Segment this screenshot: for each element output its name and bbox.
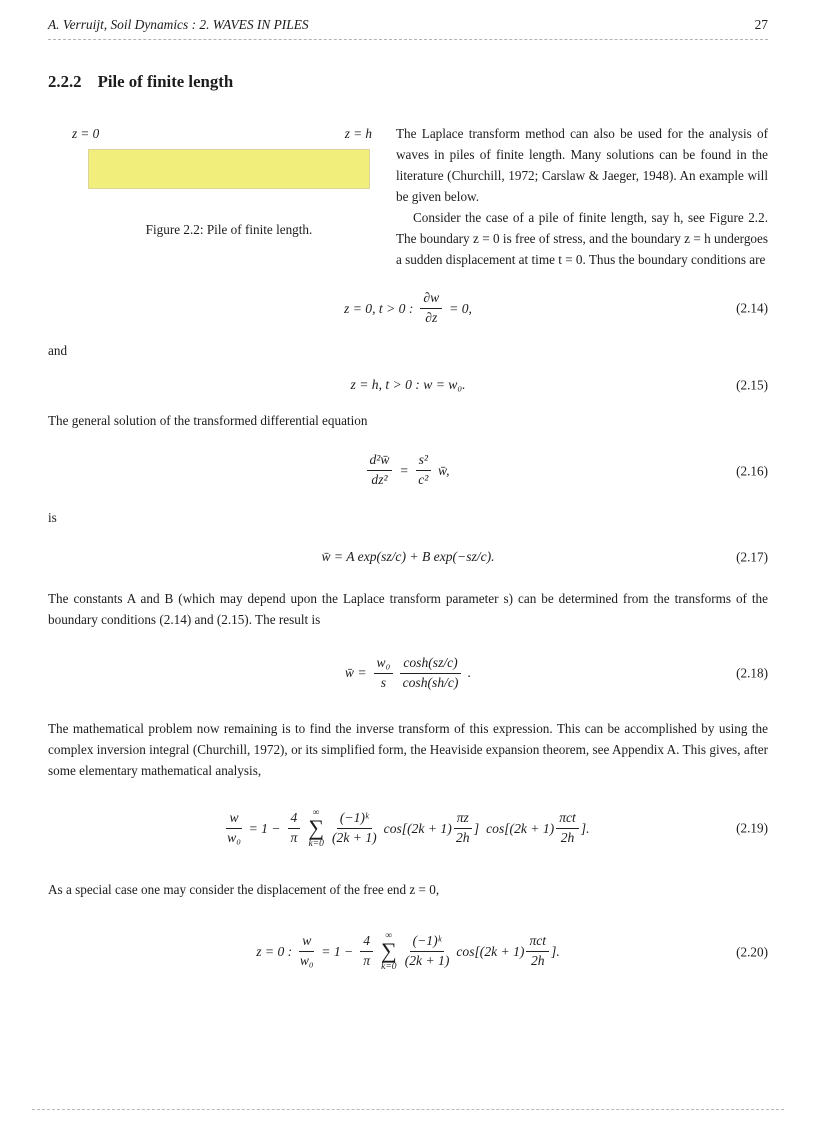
eq219-sum-upper: ∞ (312, 807, 320, 818)
eq220-fraction-wew0 (299, 933, 314, 970)
eq215-body: z = h, t > 0 : w = w₀. (350, 376, 466, 392)
eq218-num1: w₀ (374, 655, 394, 674)
paragraph-special-case: As a special case one may consider the displacement of the free end z = 0, (48, 882, 440, 898)
eq219-cos1-close: ] (473, 820, 480, 836)
eq216-den1: dz² (371, 472, 388, 488)
eq214-fraction (420, 290, 442, 327)
equation-number-218: (2.18) (736, 665, 768, 681)
eq219-cos-term-2 (486, 810, 589, 847)
equation-2-14 (48, 288, 768, 328)
equation-2-16 (48, 447, 768, 495)
pile-label-z0: z = 0 (72, 125, 100, 141)
eq219-num5: πct (556, 810, 579, 829)
paragraph-constants: The constants A and B (which may depend upon the Laplace transform parameter s) can be determined from the transforms of the boundary conditions (2.14) and (2.15). The result is (48, 590, 768, 627)
eq219-den4: 2h (455, 829, 470, 845)
equation-number-217: (2.17) (736, 549, 768, 565)
eq219-fraction-series (332, 810, 377, 847)
figure-2-2 (48, 123, 378, 271)
eq219-cos2-pre: cos[(2k + 1) (486, 820, 555, 836)
eq219-cos2-close: ]. (580, 820, 590, 836)
eq220-mid: = 1 − (321, 943, 354, 959)
section-title-text: Pile of finite length (97, 72, 234, 92)
eq219-den3: (2k + 1) (332, 829, 377, 845)
eq219-den1: w₀ (227, 829, 241, 845)
equation-number-215: (2.15) (736, 377, 768, 393)
eq218-den1: s (380, 674, 387, 690)
sigma-icon: ∑ (381, 938, 397, 964)
eq218-den2: cosh(sh/c) (402, 674, 459, 690)
page-header (48, 0, 768, 40)
figure-and-intro-row (48, 123, 768, 271)
eq214-frac-den: ∂z (425, 309, 438, 325)
eq220-fraction-pict2h (526, 933, 549, 970)
eq219-fraction-piz2h (454, 810, 472, 847)
eq216-num2: s² (416, 452, 431, 471)
equation-number-219: (2.19) (736, 820, 768, 836)
eq220-cos-pre: cos[(2k + 1) (456, 943, 525, 959)
eq216-equals: = (399, 462, 409, 478)
page-number: 27 (754, 17, 768, 32)
eq220-fraction-4pi (360, 933, 373, 970)
equation-number-220: (2.20) (736, 944, 768, 960)
section-number: 2.2.2 (48, 72, 82, 92)
eq218-num2: cosh(sz/c) (400, 655, 460, 674)
paragraph-and: and (48, 343, 68, 359)
eq220-den3: (2k + 1) (404, 953, 450, 969)
eq219-num2: 4 (288, 810, 301, 829)
figure-axis-labels (48, 123, 378, 144)
eq216-den2: c² (418, 472, 429, 488)
paragraph-intro-2: Consider the case of a pile of finite length, say h, see Figure 2.2. The boundary z = 0 is free of stress, and the boundary z = h undergoes a sudden displacement at time t = 0. Thus the boundary conditions are (396, 210, 768, 268)
eq214-frac-num: ∂w (420, 290, 442, 309)
eq219-num1: w (226, 810, 241, 829)
eq220-lhs: z = 0 : (256, 943, 293, 959)
eq220-sum-lower: k=0 (381, 962, 397, 973)
eq218-lhs: w̄ = (344, 665, 367, 681)
eq220-num2: 4 (360, 933, 373, 952)
eq219-fraction-pict2h (556, 810, 579, 847)
eq220-cos-term (456, 933, 559, 970)
eq219-den2: π (290, 829, 298, 845)
eq220-den2: π (363, 953, 371, 969)
eq220-den1: w₀ (299, 953, 314, 969)
sigma-icon: ∑ (308, 815, 324, 841)
pile-rect (88, 149, 370, 189)
eq220-cos-close: ]. (551, 943, 560, 959)
paragraph-is: is (48, 509, 57, 525)
eq218-fraction-w0s (374, 655, 394, 692)
eq220-sum-upper: ∞ (385, 930, 393, 941)
eq219-cos-term-1 (384, 810, 479, 847)
eq219-num3: (−1)ᵏ (337, 810, 372, 829)
eq219-fraction-4pi (288, 810, 301, 847)
eq219-den5: 2h (560, 829, 575, 845)
summation-symbol (308, 808, 324, 850)
eq219-cos1-pre: cos[(2k + 1) (383, 820, 452, 836)
equation-2-20 (48, 923, 768, 981)
eq218-period: . (467, 665, 472, 681)
eq219-mid: = 1 − (248, 820, 281, 836)
eq220-den4: 2h (530, 953, 545, 969)
summation-symbol (381, 931, 397, 973)
eq216-rhs: w̄, (438, 462, 450, 478)
page-bottom-rule (32, 1109, 784, 1110)
pile-label-zh: z = h (344, 125, 372, 141)
eq214-lhs: z = 0, t > 0 : (344, 300, 414, 316)
eq219-fraction-wew0 (226, 810, 241, 847)
figure-caption: Figure 2.2: Pile of finite length. (145, 221, 313, 237)
paragraph-intro-1: The Laplace transform method can also be used for the analysis of waves in piles of finite length. Many solutions can be found in the literature (Churchill, 1972; Carslaw & Jaeger, 1948). An example will be given below. (396, 125, 768, 204)
eq216-fraction-left (367, 452, 393, 489)
eq218-fraction-cosh (400, 655, 460, 692)
equation-2-17 (48, 544, 768, 570)
eq220-fraction-series (405, 933, 450, 970)
eq220-num1: w (299, 933, 314, 952)
equation-2-19 (48, 799, 768, 857)
eq219-num4: πz (454, 810, 472, 829)
equation-2-18 (48, 648, 768, 698)
eq217-body: w̄ = A exp(sz/c) + B exp(−sz/c). (321, 548, 495, 564)
section-heading (48, 72, 768, 92)
paragraph-inverse-transform: The mathematical problem now remaining is to find the inverse transform of this expression. This can be accomplished by using the complex inversion integral (Churchill, 1972), or its simplified form, the Heaviside expansion theorem, see Appendix A. This gives, after some elementary mathematical analysis, (48, 721, 768, 779)
equation-2-15 (48, 372, 768, 398)
eq216-fraction-right (416, 452, 431, 489)
eq220-num3: (−1)ᵏ (410, 933, 445, 952)
equation-number-216: (2.16) (736, 463, 768, 479)
equation-number-214: (2.14) (736, 300, 768, 316)
intro-text-column (378, 123, 768, 271)
paragraph-general-solution: The general solution of the transformed differential equation (48, 412, 368, 428)
eq220-num4: πct (526, 933, 549, 952)
eq214-rhs: = 0, (449, 300, 472, 316)
running-title: A. Verruijt, Soil Dynamics : 2. WAVES IN PILES (48, 17, 309, 32)
eq216-num1: d²w̄ (367, 452, 393, 471)
eq219-sum-lower: k=0 (308, 838, 324, 849)
